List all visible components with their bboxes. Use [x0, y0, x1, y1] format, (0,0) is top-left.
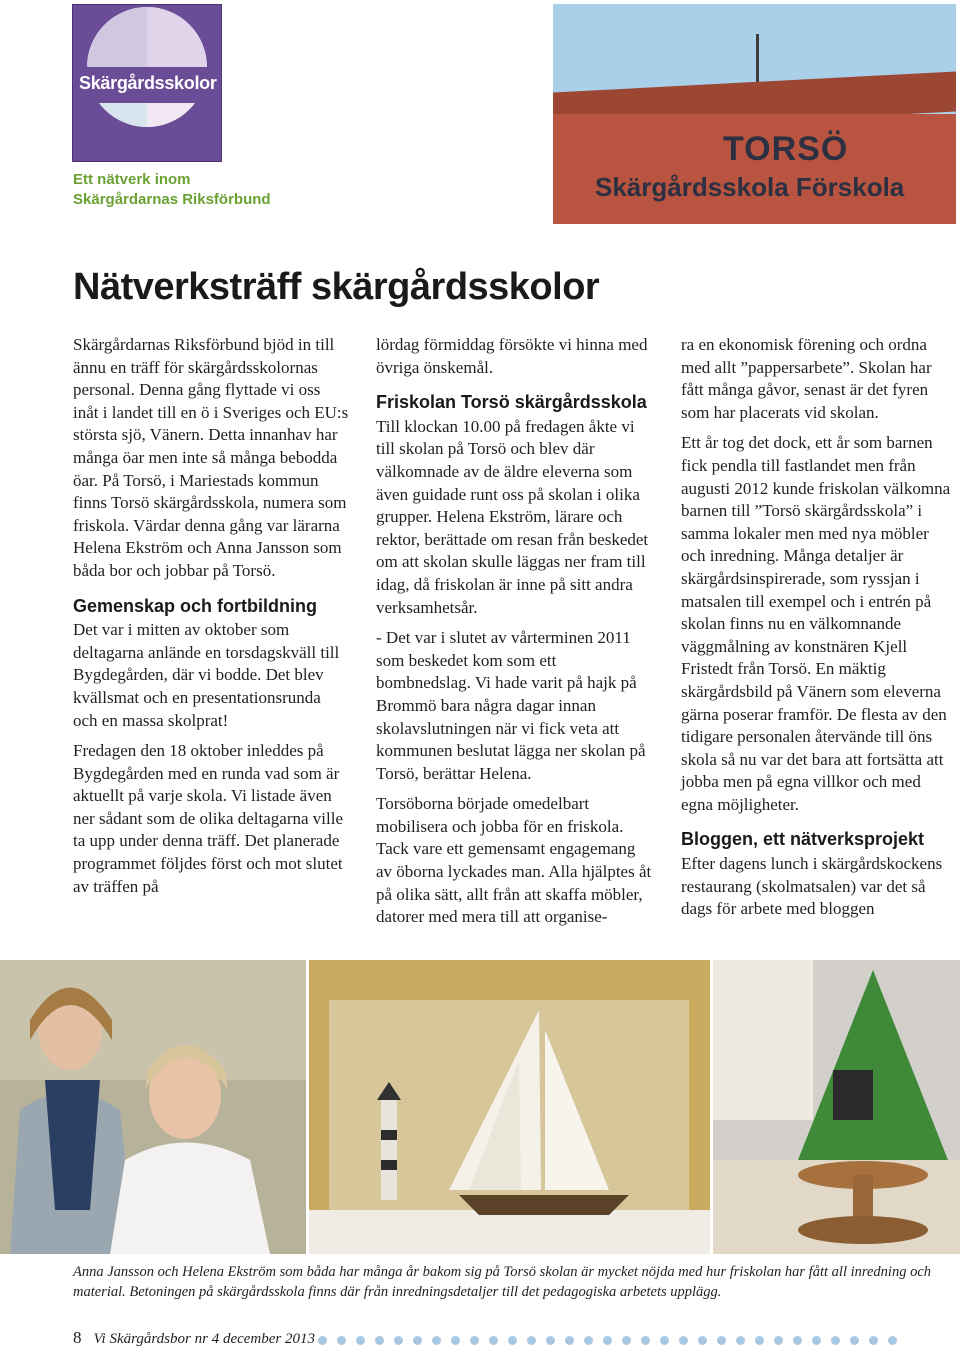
- publication-name: Vi Skärgårdsbor nr 4 december 2013: [93, 1331, 315, 1347]
- tagline-line1: Ett nätverk inom: [73, 171, 191, 188]
- paragraph: Fredagen den 18 oktober inleddes på Bygdegården med en runda vad som är aktuellt på varje skola. Vi listade även ner sådant som de olika deltagarna ville ta upp under denna träff. Det planerade programmet följdes först och mot slutet av träffen på: [73, 741, 344, 896]
- page-number: 8: [73, 1328, 82, 1347]
- paragraph: Efter dagens lunch i skärgårdskockens restaurang (skolmatsalen) var det så dags för arbete med bloggen: [681, 854, 943, 919]
- sign-text-torso: TORSÖ: [723, 130, 849, 168]
- photo-caption: Anna Jansson och Helena Ekström som båda har många år bakom sig på Torsö skolan är mycket nöjda med hur friskolan har fått all inredning och material. Betoningen på skärgårdsskola finns där från inredningsdetaljer till det pedagogiska arbetets upplägg.: [73, 1264, 932, 1300]
- logo-text: Skärgårdsskolor: [79, 73, 217, 93]
- school-building-photo: [553, 4, 956, 224]
- sign-text-school: Skärgårdsskola Förskola: [595, 172, 905, 202]
- page-footer: [73, 1328, 315, 1348]
- sailboat-lighthouse-photo: [309, 960, 710, 1254]
- article-column-3: [681, 334, 957, 929]
- article-column-1: [73, 334, 349, 906]
- paragraph: Till klockan 10.00 på fredagen åkte vi till skolan på Torsö och blev där välkomnade av de äldre eleverna som även guidade runt oss på skolan i olika grupper. Helena Ekström, lärare och rektor, berättade om resan från beskedet om att skolan skulle läggas ner fram till idag, då friskolan är inne på sitt andra verksamhetsår.: [376, 416, 649, 617]
- section-heading: Gemenskap och fortbildning: [73, 595, 318, 616]
- tagline-line2: Skärgårdarnas Riksförbund: [73, 191, 271, 208]
- paragraph: Det var i mitten av oktober som deltagarna anlände en torsdagskväll till Bygdegården, där vi bodde. Det blev kvällsmat och en presentationsrunda och en massa skolprat!: [73, 620, 340, 730]
- paragraph: Skärgårdarnas Riksförbund bjöd in till ännu en träff för skärgårdsskolornas personal. Denna gång flyttade vi oss inåt i landet till en ö i Sveriges och EU:s största sjö, Vänern. Detta innanhav har många öar men inte så många bebodda öar. På Torsö, i Mariestads kommun finns Torsö skärgårdsskola, numera som friskola. Värdar denna gång var lärarna Helena Ekström och Anna Jansson som båda bor och jobbar på Torsö.: [73, 335, 349, 580]
- fishing-net-tree-photo: [713, 960, 960, 1254]
- paragraph: lördag förmiddag försökte vi hinna med övriga önskemål.: [376, 335, 648, 377]
- paragraph: Ett år tog det dock, ett år som barnen fick pendla till fastlandet men från augusti 2012 kunde friskolan välkomna barnen till ”Torsö skärgårdsskola” i samma lokaler men med nya möbler och inredning. Många detaljer är skärgårdsinspirerade, som ryssjan i matsalen till exempel och i entrén på skolan finns nu en välkomnande väggmålning av konstnären Kjell Fristedt från Torsö. En mäktig skärgårdsbild på Vänern som eleverna gärna poserar framför. De flesta av den tidigare personalen återvände till öns skola så nu var det bara att fortsätta att jobba men på egna villkor och med egna möjligheter.: [681, 433, 951, 814]
- decorative-dots: [318, 1336, 897, 1346]
- section-heading: Bloggen, ett nätverksprojekt: [681, 829, 925, 850]
- paragraph: - Det var i slutet av vårterminen 2011 som beskedet kom som ett bombnedslag. Vi hade varit på hajk på Brommö bara några dagar innan skolavslutningen när vi fick veta att kommunen beslutat lägga ner skolan på Torsö, berättar Helena.: [376, 628, 646, 783]
- section-heading: Friskolan Torsö skärgårdsskola: [376, 392, 647, 413]
- article-title: Nätverksträff skärgårdsskolor: [73, 266, 600, 308]
- tagline: [73, 170, 271, 210]
- logo: [72, 4, 222, 162]
- paragraph: Torsöborna började omedelbart mobilisera och jobba för en friskola. Tack vare ett gemensamt engagemang av öborna lyckades man. Alla hjälptes åt på olika sätt, allt från att skaffa möbler, datorer med mera till att organise-: [376, 794, 652, 927]
- teachers-photo: [0, 960, 306, 1254]
- article-column-2: [376, 334, 652, 937]
- paragraph: ra en ekonomisk förening och ordna med allt ”pappersarbete”. Skolan har fått många gåvor, senast är det fyren som har placerats vid skolan.: [681, 335, 932, 422]
